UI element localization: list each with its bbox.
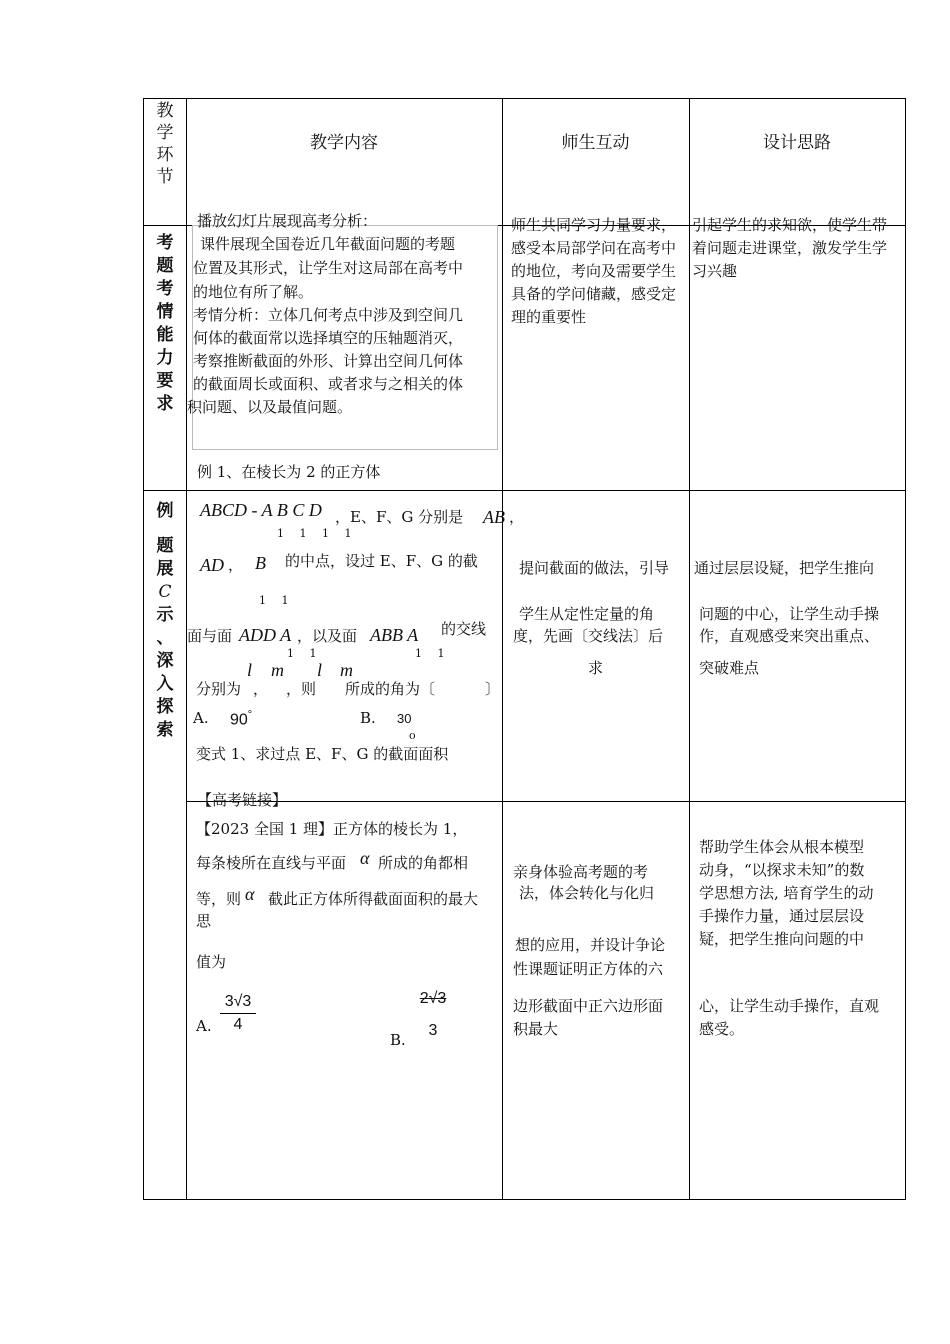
midpoint-text: 的中点，设过 E、F、G 的截	[285, 552, 478, 570]
efg-text: ，E、F、G 分别是	[335, 508, 464, 526]
analysis-line-6: 何体的截面常以选择填空的压轴题消灭，	[193, 329, 464, 347]
option-b-value: 30	[397, 711, 412, 726]
header-content: 教学内容	[310, 133, 378, 153]
alpha-symbol-2: α	[245, 884, 255, 904]
header-interaction: 师生互动	[561, 133, 630, 153]
col-divider-2	[502, 98, 503, 1200]
row3-design-2: 动身，“以探求未知”的数	[699, 861, 865, 879]
row2-interaction-4: 求	[588, 659, 604, 677]
row1-design: 引起学生的求知欲，使学生带着问题走进课堂，激发学生学习兴趣	[692, 216, 888, 280]
row3-design-4: 手操作力量，通过层层设	[699, 907, 865, 925]
col-divider-3	[689, 98, 690, 1200]
comma-ab: ，	[509, 508, 525, 526]
plane-and: ，以及面	[297, 627, 358, 645]
table-border-top	[143, 98, 906, 99]
row2-design-2: 问题的中心，让学生动手操	[699, 605, 880, 623]
analysis-line-8: 的截面周长或面积、或者求与之相关的体	[193, 375, 464, 393]
row1-interaction: 师生共同学习力量要求，感受本局部学问在高考中的地位，考向及需要学生具备的学问储藏，感受定理的重要性	[511, 216, 677, 326]
option-b-label: B.	[360, 709, 376, 727]
q-option-b-fraction: 2√3 3	[419, 990, 447, 1039]
question-line-5: 值为	[196, 953, 227, 971]
table-border-bottom	[143, 1199, 906, 1200]
row-divider-2	[143, 490, 906, 491]
row3-interaction-4: 性课题证明正方体的六	[513, 960, 664, 978]
angle-part-4: 所成的角为〔	[345, 680, 436, 698]
row3-design-1: 帮助学生体会从根本模型	[699, 838, 865, 856]
table-border-left	[143, 98, 144, 1200]
cube-name: ABCD - A B C D	[200, 500, 322, 520]
plane-abb1a1: ABB A	[370, 625, 419, 645]
row3-interaction-1: 亲身体验高考题的考	[513, 863, 649, 881]
option-b-degree: o	[409, 729, 416, 742]
row2-stage: 例 题 展 C 示 、 深 入 探 索	[156, 501, 174, 740]
alpha-symbol-1: α	[360, 848, 370, 868]
comma-ad: ，	[228, 556, 244, 574]
option-a-value: 90°	[230, 709, 253, 729]
row2-design-3: 作，直观感受来突出重点、	[699, 627, 880, 645]
angle-part-5: 〕	[485, 680, 501, 698]
row2-interaction-2: 学生从定性定量的角	[519, 605, 655, 623]
analysis-line-3: 位置及其形式，让学生对这局部在高考中	[193, 259, 464, 277]
row2-design-4: 突破难点	[699, 659, 760, 677]
question-line-2a: 每条棱所在直线与平面	[196, 854, 347, 872]
segment-b: B	[255, 553, 266, 573]
row3-interaction-2: 法，体会转化与化归	[519, 884, 655, 902]
line-m2: m	[340, 660, 353, 680]
row1-stage: 考 题 考 情 能 力 要 求	[156, 233, 174, 414]
q-option-a-label: A.	[196, 1017, 212, 1035]
intersect-text: 的交线	[441, 620, 487, 638]
header-design: 设计思路	[763, 133, 831, 153]
row2-interaction-1: 提问截面的做法，引导	[519, 559, 670, 577]
table-border-right	[905, 98, 906, 1200]
cube-subscripts: 1 1 1 1	[277, 527, 358, 540]
row2-interaction-3: 度，先画〔交线法〕后	[513, 627, 664, 645]
col-divider-1	[186, 98, 187, 1200]
row3-interaction-3: 想的应用，并设计争论	[515, 936, 666, 954]
segment-ab: AB	[483, 507, 505, 527]
question-line-4: 思	[196, 912, 212, 930]
header-stage: 教 学 环 节	[156, 101, 174, 187]
line-l2: l	[317, 660, 323, 680]
row3-design-5: 疑，把学生推向问题的中	[699, 930, 865, 948]
analysis-line-7: 考察推断截面的外形、计算出空间几何体	[193, 352, 464, 370]
analysis-line-4: 的地位有所了解。	[193, 283, 314, 301]
question-line-2b: 所成的角都相	[378, 854, 469, 872]
q-option-a-fraction: 3√3 4	[220, 993, 256, 1034]
question-line-1: 【2023 全国 1 理】正方体的棱长为 1，	[196, 820, 468, 838]
angle-part-3: ，则	[286, 680, 317, 698]
q-option-b-label: B.	[390, 1031, 406, 1049]
gaokao-link-title: 【高考链接】	[197, 791, 288, 809]
example-intro: 例 1、在棱长为 2 的正方体	[197, 463, 381, 481]
plane-add1a1: ADD A	[239, 625, 292, 645]
plane1-subscripts: 1 1	[287, 647, 323, 660]
row3-design-3: 学思想方法, 培育学生的动	[699, 884, 874, 902]
analysis-line-5: 考情分析：立体几何考点中涉及到空间几	[193, 306, 464, 324]
analysis-line-9: 积问题、以及最值问题。	[187, 398, 353, 416]
variant-1: 变式 1、求过点 E、F、G 的截面面积	[196, 745, 449, 763]
row2-design-1: 通过层层设疑，把学生推向	[694, 559, 875, 577]
question-line-3a: 等，则	[196, 890, 242, 908]
row3-design-7: 感受。	[699, 1020, 745, 1038]
segment-subscripts: 1 1	[259, 594, 295, 607]
row-divider-3	[186, 801, 906, 802]
plane-text: 面与面	[187, 627, 233, 645]
analysis-line-2: 课件展现全国卷近几年截面问题的考题	[200, 235, 456, 253]
option-a-label: A.	[193, 709, 209, 727]
segment-ad: AD	[200, 555, 224, 575]
angle-part-1: 分别为	[196, 680, 242, 698]
row3-interaction-6: 积最大	[513, 1020, 559, 1038]
row3-interaction-5: 边形截面中正六边形面	[513, 997, 664, 1015]
line-l1: l	[247, 660, 253, 680]
question-line-3b: 截此正方体所得截面面积的最大	[268, 890, 479, 908]
analysis-line-1: 播放幻灯片展现高考分析：	[197, 212, 378, 230]
row3-design-6: 心，让学生动手操作，直观	[699, 997, 880, 1015]
angle-part-2: ，	[253, 680, 269, 698]
plane2-subscripts: 1 1	[415, 647, 451, 660]
line-m1: m	[271, 660, 284, 680]
